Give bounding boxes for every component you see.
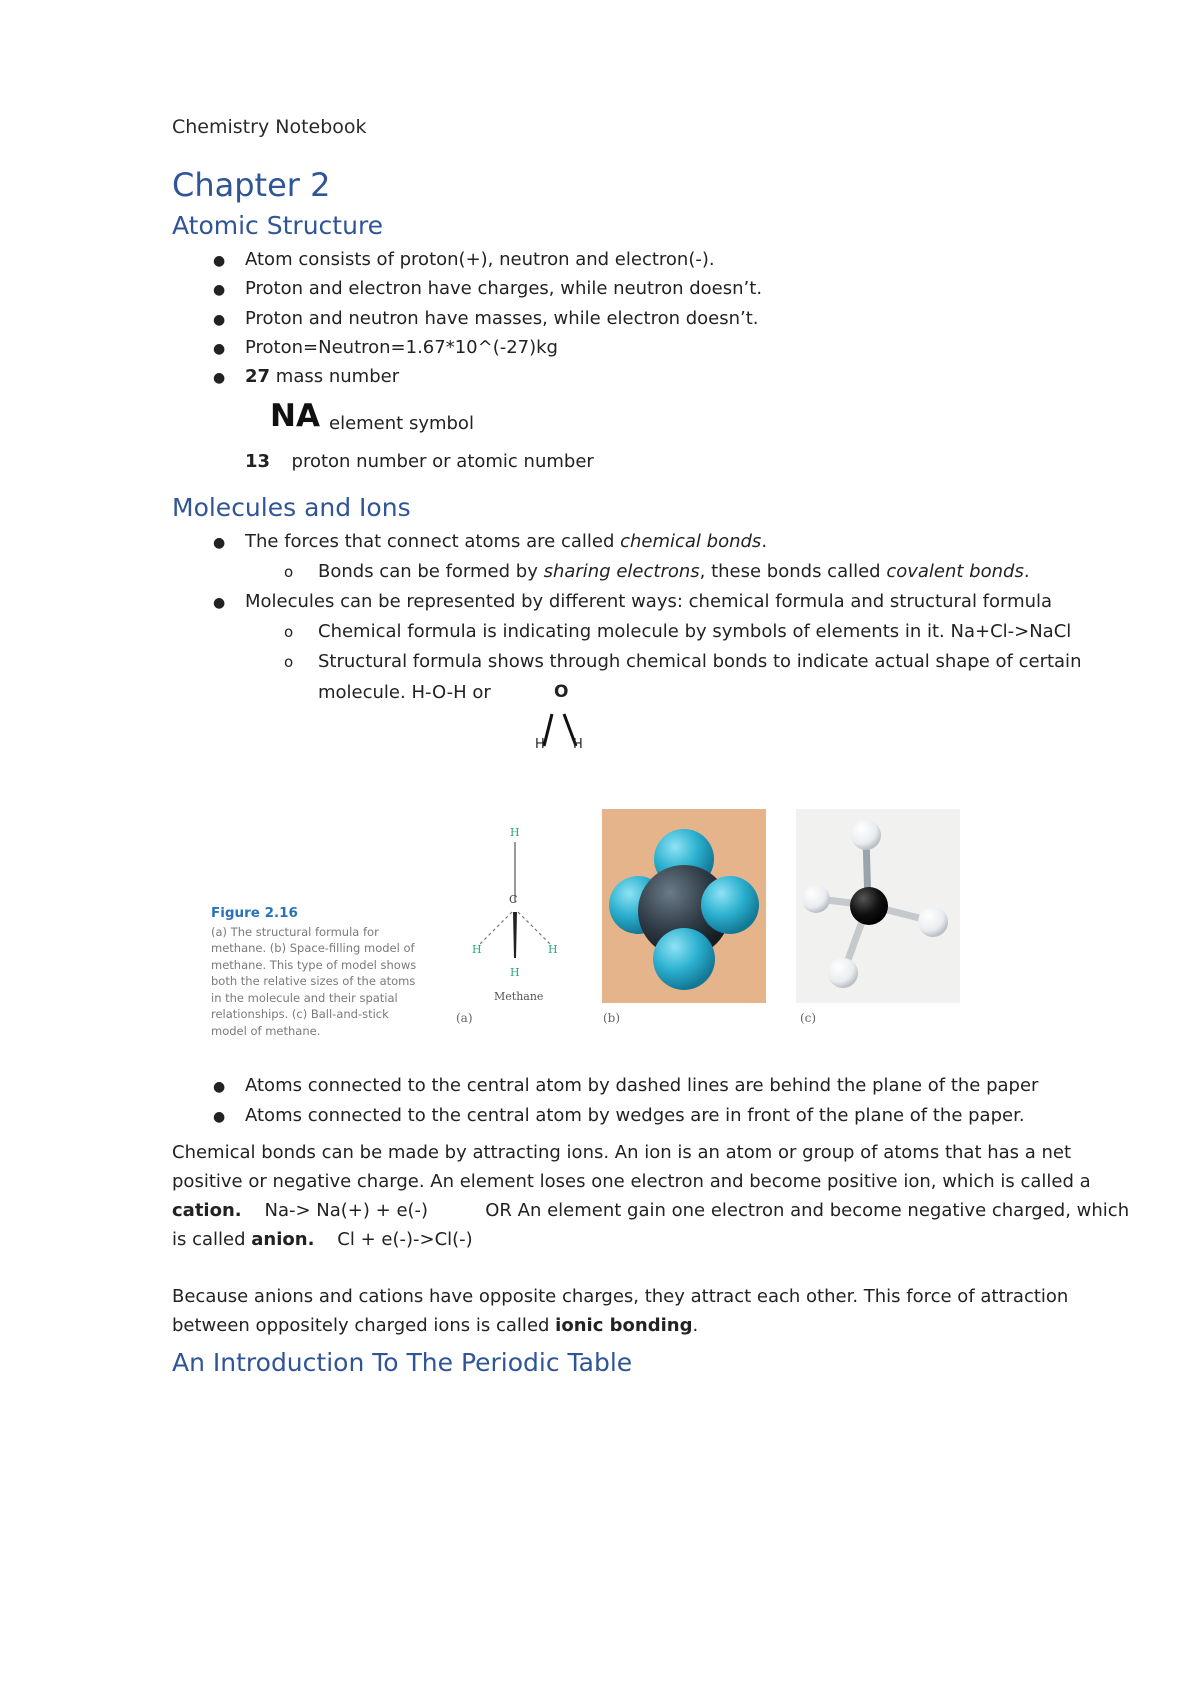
sub-bullet-icon: o — [284, 563, 294, 581]
ball-and-stick-model-image — [796, 809, 960, 1003]
bullet-icon: ● — [213, 282, 226, 298]
molecule-name: Methane — [494, 990, 544, 1003]
sub-list-item: Structural formula shows through chemical bonds to indicate actual shape of certain — [318, 651, 1082, 672]
atomic-number-label: proton number or atomic number — [291, 451, 594, 472]
text-run: . — [692, 1315, 699, 1336]
element-symbol-label: element symbol — [329, 413, 474, 434]
water-oxygen: O — [554, 682, 569, 702]
text-run: . — [761, 531, 768, 552]
sub-bullet-icon: o — [284, 623, 294, 641]
sub-list-item — [318, 561, 1030, 582]
text-run: . — [1023, 561, 1030, 582]
text-run: Because anions and cations have opposite charges, they attract each other. This force of attraction between oppositely charged ions is called — [172, 1286, 1069, 1336]
atom-h-top: H — [510, 826, 520, 839]
text-run: Na-> Na(+) + e(-) OR An element gain one electron and become negative charged, which is called — [172, 1200, 1135, 1250]
figure-title: Figure 2.16 — [211, 905, 298, 921]
figure-caption — [211, 905, 421, 1039]
bullet-icon: ● — [213, 253, 226, 269]
list-item: Atom consists of proton(+), neutron and electron(-). — [245, 249, 715, 270]
figure-label-c: (c) — [800, 1011, 817, 1025]
figure-label-a: (a) — [456, 1011, 473, 1025]
chapter-title: Chapter 2 — [172, 166, 331, 204]
water-hydrogen-1: H — [535, 737, 545, 752]
atom-h-right: H — [548, 943, 558, 956]
list-item: Proton and neutron have masses, while electron doesn’t. — [245, 308, 759, 329]
bullet-icon: ● — [213, 370, 226, 386]
mass-number-label: mass number — [275, 366, 400, 387]
atom-h-left: H — [472, 943, 482, 956]
bullet-icon: ● — [213, 1109, 226, 1125]
bold-term-cation: cation. — [172, 1200, 242, 1221]
figure-caption-text: (a) The structural formula for methane. (b) Space-filling model of methane. This type of model shows both the relative sizes of the atoms in the molecule and their spatial relationships. (c) Ball-and-stick model of methane. — [211, 924, 417, 1038]
document-header: Chemistry Notebook — [172, 116, 367, 138]
text-run: , these bonds called — [699, 561, 887, 582]
space-filling-model-image — [602, 809, 766, 1003]
bullet-icon: ● — [213, 341, 226, 357]
mass-number: 27 — [245, 366, 271, 387]
paragraph-ionic-bonding — [172, 1282, 1142, 1340]
list-item: Proton=Neutron=1.67*10^(-27)kg — [245, 337, 558, 358]
sub-list-item: Chemical formula is indicating molecule by symbols of elements in it. Na+Cl->NaCl — [318, 621, 1072, 642]
bullet-icon: ● — [213, 535, 226, 551]
section-title-molecules-ions: Molecules and Ions — [172, 493, 411, 522]
text-run: Chemical bonds can be made by attracting ions. An ion is an atom or group of atoms that has a net positive or negative charge. An element loses one electron and become positive ion, which is called a — [172, 1142, 1091, 1192]
bold-term-anion: anion. — [251, 1229, 315, 1250]
element-symbol: NA — [270, 398, 320, 434]
list-item: Molecules can be represented by different ways: chemical formula and structural formula — [245, 591, 1053, 612]
emphasis-text: chemical bonds — [620, 531, 762, 552]
section-title-atomic-structure: Atomic Structure — [172, 211, 384, 240]
list-item: Atoms connected to the central atom by dashed lines are behind the plane of the paper — [245, 1075, 1039, 1096]
emphasis-text: sharing electrons — [543, 561, 700, 582]
text-run: The forces that connect atoms are called — [245, 531, 621, 552]
bullet-icon: ● — [213, 595, 226, 611]
bullet-icon: ● — [213, 1079, 226, 1095]
text-run: Bonds can be formed by — [318, 561, 544, 582]
sub-list-item-continued: molecule. H-O-H or — [318, 682, 491, 703]
atomic-number-line — [245, 451, 594, 472]
paragraph-ions — [172, 1138, 1142, 1254]
sub-bullet-icon: o — [284, 653, 294, 671]
section-title-periodic-table: An Introduction To The Periodic Table — [172, 1348, 633, 1377]
atom-h-bottom: H — [510, 966, 520, 979]
list-item — [245, 366, 399, 387]
bold-term-ionic-bonding: ionic bonding — [555, 1315, 693, 1336]
water-hydrogen-2: H — [573, 737, 583, 752]
list-item — [245, 531, 767, 552]
emphasis-text: covalent bonds — [886, 561, 1024, 582]
list-item: Atoms connected to the central atom by wedges are in front of the plane of the paper. — [245, 1105, 1025, 1126]
list-item: Proton and electron have charges, while neutron doesn’t. — [245, 278, 763, 299]
bullet-icon: ● — [213, 312, 226, 328]
atomic-number: 13 — [245, 451, 271, 472]
figure-label-b: (b) — [603, 1011, 621, 1025]
atom-c: C — [509, 893, 518, 906]
text-run: Cl + e(-)->Cl(-) — [314, 1229, 473, 1250]
